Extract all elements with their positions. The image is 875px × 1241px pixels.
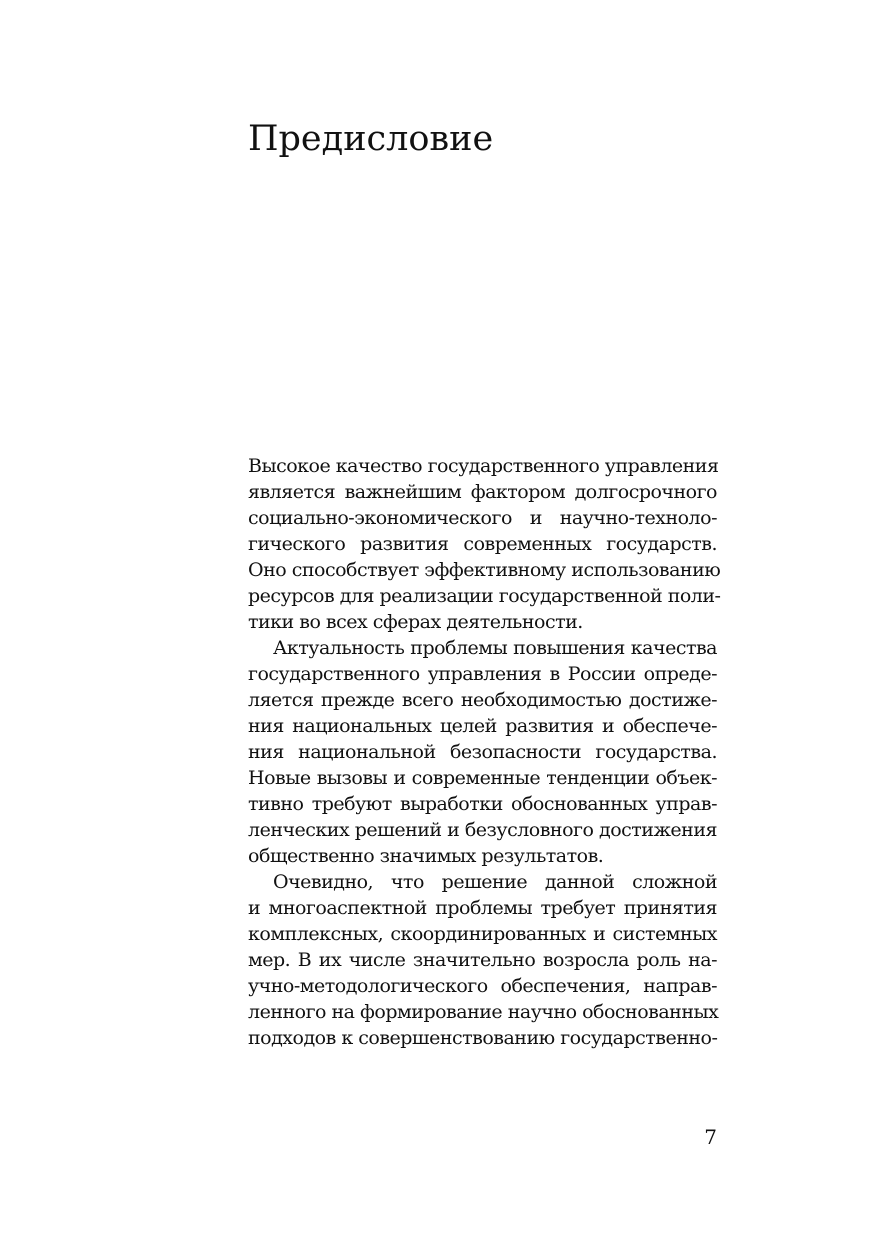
body-text [248, 453, 721, 1051]
text-line: Очевидно, что решение данной сложной [273, 871, 717, 893]
paragraph-1 [248, 453, 721, 635]
text-line: Оно способствует эффективному использованию [248, 559, 721, 581]
text-line: мер. В их числе значительно возросла роль на- [248, 949, 717, 971]
text-line: ленного на формирование научно обоснованных [248, 1001, 719, 1023]
text-line: ния национальной безопасности государства. [248, 741, 717, 763]
text-line: и многоаспектной проблемы требует принятия [248, 897, 717, 919]
page-number: 7 [704, 1125, 717, 1149]
text-line: подходов к совершенствованию государственно- [248, 1027, 718, 1049]
text-line: тивно требуют выработки обоснованных управ- [248, 793, 717, 815]
paragraph-3 [248, 869, 717, 1051]
text-line: Новые вызовы и современные тенденции объек- [248, 767, 717, 789]
text-line: учно-методологического обеспечения, направ- [248, 975, 717, 997]
page-heading: Предисловие [248, 119, 494, 159]
text-line: ресурсов для реализации государственной поли- [248, 585, 721, 607]
text-line: является важнейшим фактором долгосрочного [248, 481, 717, 503]
text-line: гического развития современных государств. [248, 533, 717, 555]
text-line: общественно значимых результатов. [248, 845, 604, 867]
text-line: государственного управления в России опреде- [248, 663, 717, 685]
text-line: тики во всех сферах деятельности. [248, 611, 583, 633]
text-line: Актуальность проблемы повышения качества [273, 637, 717, 659]
text-line: ленческих решений и безусловного достижения [248, 819, 717, 841]
text-line: Высокое качество государственного управления [248, 455, 719, 477]
text-line: ния национальных целей развития и обеспече- [248, 715, 717, 737]
text-line: комплексных, скоординированных и системных [248, 923, 717, 945]
paragraph-2 [248, 635, 717, 869]
text-line: социально-экономического и научно-техноло- [248, 507, 717, 529]
text-line: ляется прежде всего необходимостью достиже- [248, 689, 717, 711]
